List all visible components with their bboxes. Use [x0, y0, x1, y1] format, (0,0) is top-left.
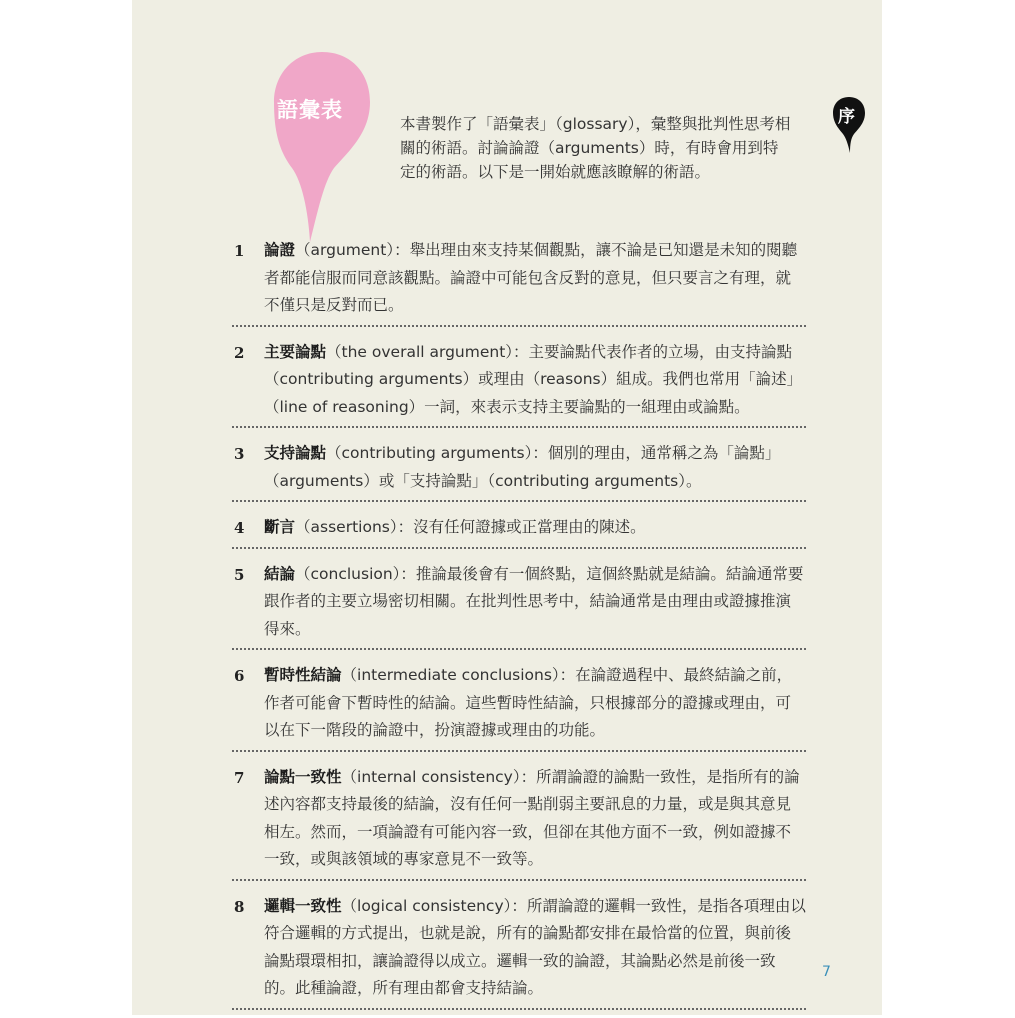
entry-number: 5 — [234, 565, 245, 584]
entry-description: （internal consistency）：所謂論證的論點一致性，是指所有的論述內容都支持最後的結論，沒有任何一點削弱主要訊息的力量，或是與其意見相左。然而，一項論證有可能內容一致，但卻在其他方面不一致，例如證據不一致，或與該領域的專家意見不一致等。 — [264, 767, 800, 868]
glossary-entry — [232, 233, 806, 327]
glossary-entry — [232, 557, 806, 651]
book-page — [132, 0, 882, 1015]
entry-description: （argument）：舉出理由來支持某個觀點，讓不論是已知還是未知的閱聽者都能信服而同意該觀點。論證中可能包含反對的意見，但只要言之有理，就不僅只是反對而已。 — [264, 241, 798, 314]
preface-badge: 序 — [838, 107, 855, 127]
glossary-entry — [232, 760, 806, 881]
entry-term: 論點一致性 — [264, 767, 342, 786]
entry-number: 8 — [234, 897, 245, 916]
entry-term: 論證 — [264, 241, 296, 259]
glossary-list — [232, 233, 806, 1018]
entry-number: 7 — [234, 768, 245, 787]
glossary-entry — [232, 658, 806, 752]
glossary-entry — [232, 889, 806, 1010]
entry-term: 斷言 — [264, 518, 296, 536]
entry-number: 1 — [234, 242, 245, 260]
entry-number: 4 — [234, 519, 245, 537]
entry-description: （the overall argument）：主要論點代表作者的立場，由支持論點（contributing arguments）或理由（reasons）組成。我們也常用「論述」（line of reasoning）一詞，來表示支持主要論點的一組理由或論點。 — [264, 342, 803, 416]
glossary-entry — [232, 436, 806, 502]
speech-bubble-icon — [272, 50, 372, 250]
entry-description: （logical consistency）：所謂論證的邏輯一致性，是指各項理由以符合邏輯的方式提出，也就是說，所有的論點都安排在最恰當的位置，與前後論點環環相扣，讓論證得以成立。邏輯一致的論證，其論點必然是前後一致的。此種論證，所有理由都會支持結論。 — [264, 896, 806, 997]
glossary-badge: 語彙表 — [277, 97, 343, 122]
entry-description: （assertions）：沒有任何證據或正當理由的陳述。 — [295, 518, 646, 536]
entry-term: 邏輯一致性 — [264, 896, 342, 915]
entry-number: 6 — [234, 667, 245, 685]
entry-description: （contributing arguments）：個別的理由，通常稱之為「論點」（arguments）或「支持論點」（contributing arguments）。 — [264, 444, 781, 490]
page-number: 7 — [822, 964, 831, 980]
entry-term: 暫時性結論 — [264, 666, 342, 684]
entry-term: 結論 — [264, 564, 296, 583]
entry-number: 2 — [234, 343, 245, 362]
glossary-entry — [232, 335, 806, 429]
entry-term: 主要論點 — [264, 342, 327, 361]
entry-description: （conclusion）：推論最後會有一個終點，這個終點就是結論。結論通常要跟作者的主要立場密切相關。在批判性思考中，結論通常是由理由或證據推演得來。 — [264, 564, 804, 638]
entry-description: （intermediate conclusions）：在論證過程中、最終結論之前，作者可能會下暫時性的結論。這些暫時性結論，只根據部分的證據或理由，可以在下一階段的論證中，扮演證據或理由的功能。 — [264, 666, 793, 739]
glossary-entry — [232, 510, 806, 549]
entry-term: 支持論點 — [264, 444, 327, 462]
intro-paragraph: 本書製作了「語彙表」（glossary），彙整與批判性思考相關的術語。討論論證（arguments）時，有時會用到特定的術語。以下是一開始就應該瞭解的術語。 — [400, 115, 791, 181]
entry-number: 3 — [234, 445, 245, 463]
